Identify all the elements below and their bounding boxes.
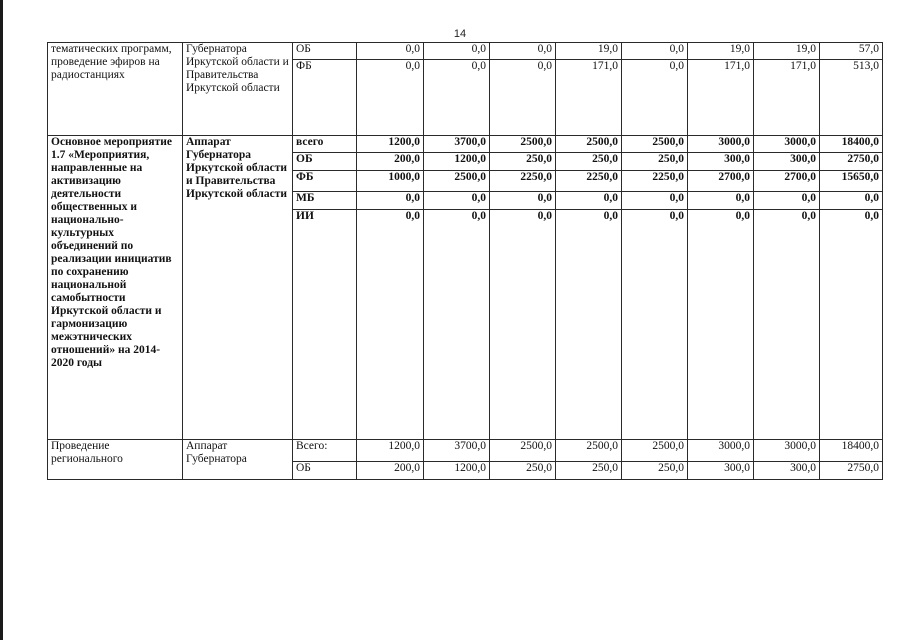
value-cell: 300,0 bbox=[688, 462, 754, 480]
value-cell: 0,0 bbox=[424, 192, 490, 210]
value-cell: 0,0 bbox=[357, 60, 424, 136]
activity-name-cell: тематических программ, проведение эфиров на радиостанциях bbox=[48, 43, 183, 136]
value-cell: 1200,0 bbox=[357, 440, 424, 462]
value-cell: 300,0 bbox=[688, 153, 754, 171]
value-cell: 0,0 bbox=[754, 210, 820, 440]
value-cell: 171,0 bbox=[688, 60, 754, 136]
value-cell: 0,0 bbox=[424, 60, 490, 136]
value-cell: 19,0 bbox=[556, 43, 622, 60]
funding-source-label: ИИ bbox=[293, 210, 357, 440]
funding-source-label: ОБ bbox=[293, 43, 357, 60]
funding-source-label: ОБ bbox=[293, 462, 357, 480]
financing-table bbox=[47, 42, 883, 480]
value-cell: 0,0 bbox=[490, 60, 556, 136]
value-cell: 3000,0 bbox=[688, 440, 754, 462]
funding-source-label: ОБ bbox=[293, 153, 357, 171]
funding-source-label: ФБ bbox=[293, 171, 357, 192]
total-cell: 2750,0 bbox=[820, 462, 883, 480]
value-cell: 0,0 bbox=[688, 210, 754, 440]
total-cell: 2750,0 bbox=[820, 153, 883, 171]
value-cell: 0,0 bbox=[490, 43, 556, 60]
value-cell: 0,0 bbox=[754, 192, 820, 210]
value-cell: 2500,0 bbox=[556, 136, 622, 153]
total-cell: 18400,0 bbox=[820, 136, 883, 153]
value-cell: 1000,0 bbox=[357, 171, 424, 192]
total-cell: 513,0 bbox=[820, 60, 883, 136]
value-cell: 2500,0 bbox=[622, 440, 688, 462]
value-cell: 2700,0 bbox=[688, 171, 754, 192]
left-margin-rule bbox=[0, 0, 3, 640]
value-cell: 200,0 bbox=[357, 462, 424, 480]
value-cell: 2500,0 bbox=[490, 440, 556, 462]
value-cell: 0,0 bbox=[357, 43, 424, 60]
value-cell: 0,0 bbox=[490, 210, 556, 440]
value-cell: 3700,0 bbox=[424, 440, 490, 462]
total-cell: 0,0 bbox=[820, 210, 883, 440]
value-cell: 0,0 bbox=[357, 210, 424, 440]
value-cell: 2250,0 bbox=[556, 171, 622, 192]
value-cell: 171,0 bbox=[754, 60, 820, 136]
value-cell: 19,0 bbox=[688, 43, 754, 60]
value-cell: 19,0 bbox=[754, 43, 820, 60]
value-cell: 300,0 bbox=[754, 153, 820, 171]
activity-name-cell: Проведение регионального bbox=[48, 440, 183, 480]
value-cell: 2500,0 bbox=[490, 136, 556, 153]
value-cell: 0,0 bbox=[424, 210, 490, 440]
table-row bbox=[48, 43, 883, 60]
value-cell: 1200,0 bbox=[424, 153, 490, 171]
value-cell: 2250,0 bbox=[490, 171, 556, 192]
value-cell: 3000,0 bbox=[754, 136, 820, 153]
funding-source-label: всего bbox=[293, 136, 357, 153]
value-cell: 2500,0 bbox=[556, 440, 622, 462]
activity-name-cell: Основное мероприятие 1.7 «Мероприятия, направленные на активизацию деятельности общественных и национально-культурных объединений по реализации инициатив по сохранению национальной самобытности Иркутской области и гармонизацию межэтнических отношений» на 2014-2020 годы bbox=[48, 136, 183, 440]
value-cell: 200,0 bbox=[357, 153, 424, 171]
value-cell: 2250,0 bbox=[622, 171, 688, 192]
value-cell: 1200,0 bbox=[357, 136, 424, 153]
value-cell: 0,0 bbox=[622, 43, 688, 60]
table-row bbox=[48, 136, 883, 153]
value-cell: 0,0 bbox=[622, 210, 688, 440]
value-cell: 250,0 bbox=[490, 153, 556, 171]
value-cell: 3000,0 bbox=[688, 136, 754, 153]
funding-source-label: Всего: bbox=[293, 440, 357, 462]
executor-cell: Губернатора Иркутской области и Правительства Иркутской области bbox=[183, 43, 293, 136]
value-cell: 0,0 bbox=[556, 210, 622, 440]
value-cell: 3700,0 bbox=[424, 136, 490, 153]
value-cell: 0,0 bbox=[490, 192, 556, 210]
total-cell: 15650,0 bbox=[820, 171, 883, 192]
value-cell: 2500,0 bbox=[622, 136, 688, 153]
value-cell: 0,0 bbox=[556, 192, 622, 210]
value-cell: 1200,0 bbox=[424, 462, 490, 480]
page-number: 14 bbox=[453, 28, 467, 40]
value-cell: 2700,0 bbox=[754, 171, 820, 192]
value-cell: 171,0 bbox=[556, 60, 622, 136]
value-cell: 250,0 bbox=[622, 462, 688, 480]
value-cell: 250,0 bbox=[556, 462, 622, 480]
value-cell: 3000,0 bbox=[754, 440, 820, 462]
value-cell: 0,0 bbox=[424, 43, 490, 60]
value-cell: 0,0 bbox=[622, 192, 688, 210]
value-cell: 250,0 bbox=[556, 153, 622, 171]
value-cell: 0,0 bbox=[688, 192, 754, 210]
executor-cell: Аппарат Губернатора Иркутской области и Правительства Иркутской области bbox=[183, 136, 293, 440]
funding-source-label: ФБ bbox=[293, 60, 357, 136]
value-cell: 2500,0 bbox=[424, 171, 490, 192]
executor-cell: Аппарат Губернатора bbox=[183, 440, 293, 480]
total-cell: 57,0 bbox=[820, 43, 883, 60]
value-cell: 250,0 bbox=[622, 153, 688, 171]
value-cell: 0,0 bbox=[622, 60, 688, 136]
table-row bbox=[48, 440, 883, 462]
funding-source-label: МБ bbox=[293, 192, 357, 210]
total-cell: 0,0 bbox=[820, 192, 883, 210]
value-cell: 300,0 bbox=[754, 462, 820, 480]
value-cell: 0,0 bbox=[357, 192, 424, 210]
total-cell: 18400,0 bbox=[820, 440, 883, 462]
value-cell: 250,0 bbox=[490, 462, 556, 480]
